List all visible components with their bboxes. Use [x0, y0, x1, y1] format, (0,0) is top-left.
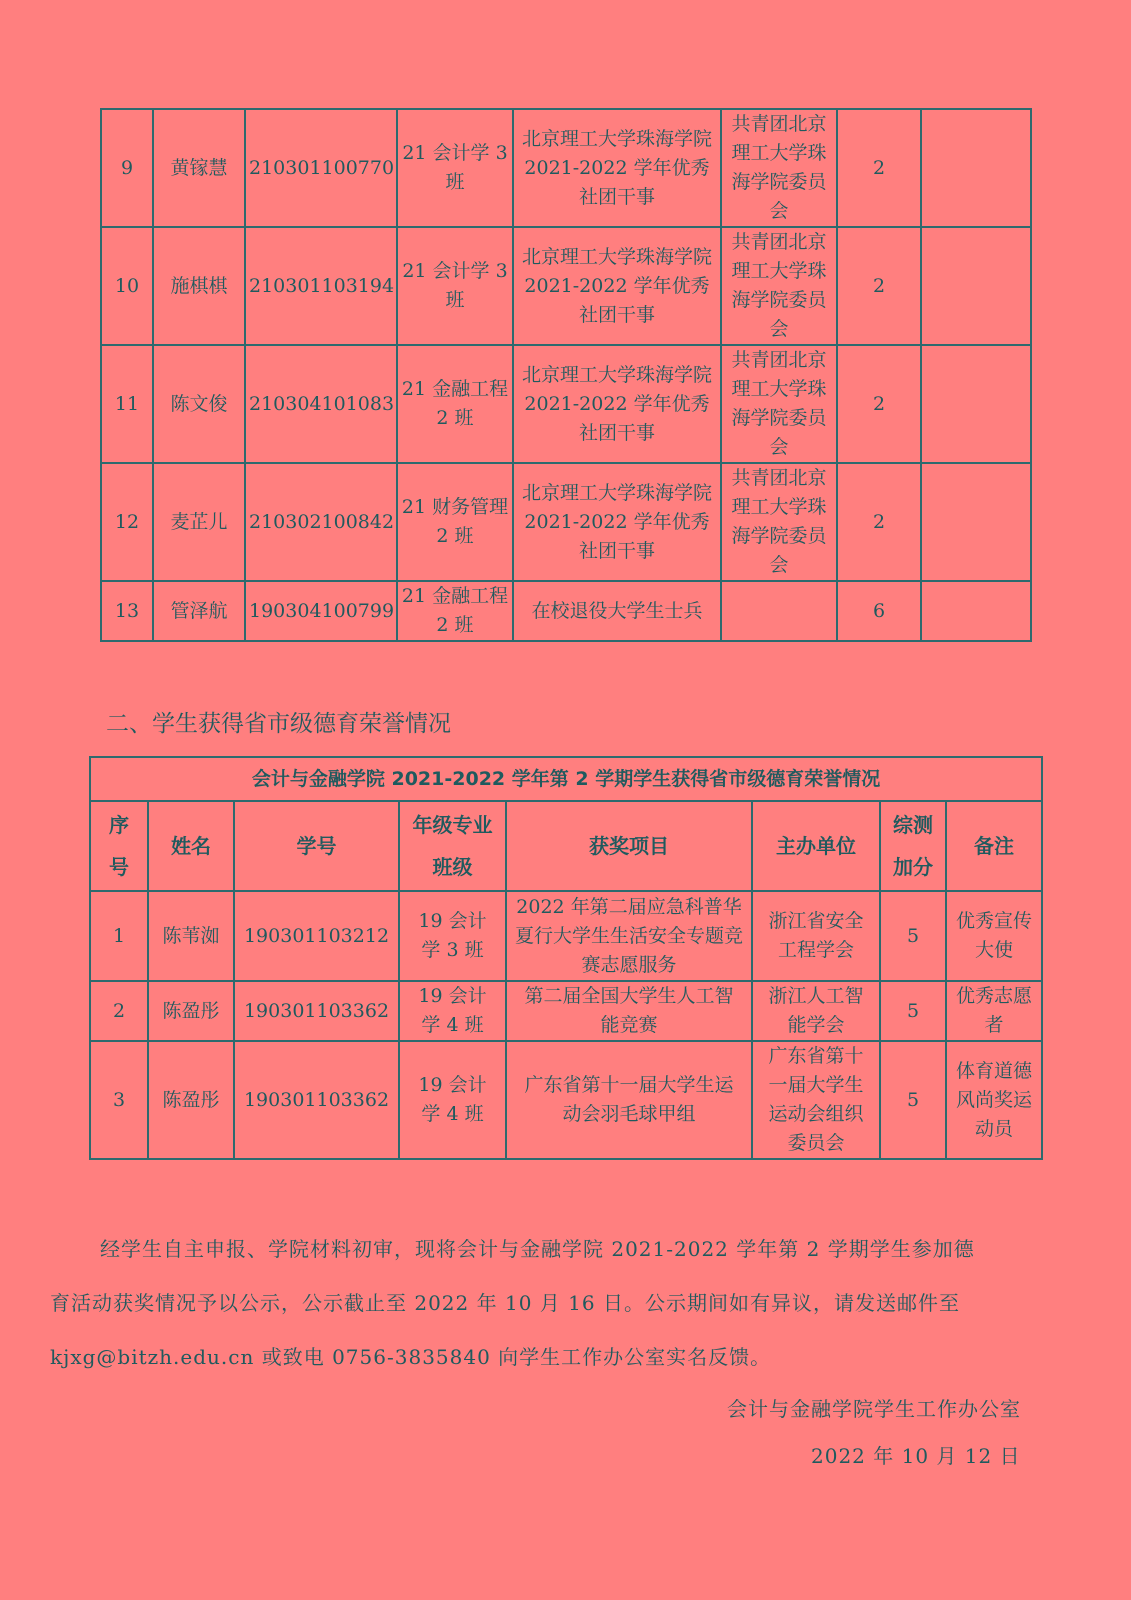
cell-note: 优秀宣传大使	[946, 891, 1042, 981]
notice-line-3: kjxg@bitzh.edu.cn 或致电 0756-3835840 向学生工作办公室实名反馈。	[50, 1345, 772, 1369]
cell-org: 浙江人工智能学会	[752, 981, 880, 1041]
cell-name: 陈文俊	[153, 345, 245, 463]
table-row	[101, 463, 1031, 581]
table-caption: 会计与金融学院 2021-2022 学年第 2 学期学生获得省市级德育荣誉情况	[90, 757, 1042, 801]
cell-name: 陈盈彤	[148, 981, 234, 1041]
header-score: 综测加分	[880, 801, 946, 891]
cell-id: 190304100799	[245, 581, 397, 641]
table-provincial-honors	[89, 756, 1043, 1160]
table-row	[101, 345, 1031, 463]
cell-score: 5	[880, 1041, 946, 1159]
cell-id: 190301103362	[234, 1041, 399, 1159]
cell-award: 在校退役大学生士兵	[513, 581, 721, 641]
cell-name: 麦芷儿	[153, 463, 245, 581]
cell-score: 2	[837, 109, 921, 227]
header-class: 年级专业班级	[399, 801, 506, 891]
cell-award: 2022 年第二届应急科普华夏行大学生生活安全专题竞赛志愿服务	[506, 891, 752, 981]
table-row	[101, 109, 1031, 227]
cell-class: 21 金融工程 2 班	[397, 581, 513, 641]
header-org: 主办单位	[752, 801, 880, 891]
cell-id: 210301103194	[245, 227, 397, 345]
cell-award: 北京理工大学珠海学院 2021-2022 学年优秀社团干事	[513, 109, 721, 227]
cell-class: 21 财务管理 2 班	[397, 463, 513, 581]
notice-date: 2022 年 10 月 12 日	[811, 1444, 1021, 1468]
cell-note	[921, 109, 1031, 227]
header-note: 备注	[946, 801, 1042, 891]
cell-name: 管泽航	[153, 581, 245, 641]
cell-id: 210304101083	[245, 345, 397, 463]
cell-no: 3	[90, 1041, 148, 1159]
cell-note	[921, 581, 1031, 641]
cell-id: 190301103212	[234, 891, 399, 981]
signature: 会计与金融学院学生工作办公室	[727, 1397, 1021, 1421]
cell-name: 陈盈彤	[148, 1041, 234, 1159]
cell-note	[921, 463, 1031, 581]
cell-class: 21 会计学 3 班	[397, 227, 513, 345]
cell-no: 13	[101, 581, 153, 641]
table-dorm-awards	[100, 108, 1032, 642]
section-heading: 二、学生获得省市级德育荣誉情况	[106, 711, 451, 737]
cell-award: 北京理工大学珠海学院 2021-2022 学年优秀社团干事	[513, 463, 721, 581]
header-row	[90, 801, 1042, 891]
cell-id: 210302100842	[245, 463, 397, 581]
cell-score: 2	[837, 227, 921, 345]
cell-class: 19 会计学 4 班	[399, 1041, 506, 1159]
cell-score: 5	[880, 981, 946, 1041]
cell-no: 12	[101, 463, 153, 581]
cell-name: 陈苇洳	[148, 891, 234, 981]
cell-award: 北京理工大学珠海学院 2021-2022 学年优秀社团干事	[513, 227, 721, 345]
table-row	[90, 891, 1042, 981]
cell-score: 6	[837, 581, 921, 641]
cell-no: 1	[90, 891, 148, 981]
cell-award: 北京理工大学珠海学院 2021-2022 学年优秀社团干事	[513, 345, 721, 463]
notice-line-1: 经学生自主申报、学院材料初审，现将会计与金融学院 2021-2022 学年第 2 学期学生参加德	[100, 1237, 975, 1261]
header-no: 序号	[90, 801, 148, 891]
cell-note: 优秀志愿者	[946, 981, 1042, 1041]
notice-line-2: 育活动获奖情况予以公示，公示截止至 2022 年 10 月 16 日。公示期间如有异议，请发送邮件至	[50, 1291, 960, 1315]
cell-name: 施棋棋	[153, 227, 245, 345]
cell-note	[921, 345, 1031, 463]
cell-no: 9	[101, 109, 153, 227]
table-row	[101, 581, 1031, 641]
cell-org	[721, 581, 837, 641]
cell-class: 21 会计学 3 班	[397, 109, 513, 227]
header-id: 学号	[234, 801, 399, 891]
cell-class: 19 会计学 3 班	[399, 891, 506, 981]
cell-org: 浙江省安全工程学会	[752, 891, 880, 981]
cell-class: 21 金融工程 2 班	[397, 345, 513, 463]
cell-no: 11	[101, 345, 153, 463]
header-name: 姓名	[148, 801, 234, 891]
cell-score: 5	[880, 891, 946, 981]
cell-class: 19 会计学 4 班	[399, 981, 506, 1041]
cell-name: 黄镓慧	[153, 109, 245, 227]
cell-org: 共青团北京理工大学珠海学院委员会	[721, 463, 837, 581]
cell-score: 2	[837, 345, 921, 463]
cell-award: 第二届全国大学生人工智能竞赛	[506, 981, 752, 1041]
table-row	[90, 981, 1042, 1041]
table-row	[101, 227, 1031, 345]
cell-id: 190301103362	[234, 981, 399, 1041]
table-row	[90, 1041, 1042, 1159]
cell-no: 10	[101, 227, 153, 345]
cell-org: 共青团北京理工大学珠海学院委员会	[721, 227, 837, 345]
cell-org: 共青团北京理工大学珠海学院委员会	[721, 345, 837, 463]
cell-id: 210301100770	[245, 109, 397, 227]
cell-score: 2	[837, 463, 921, 581]
cell-org: 广东省第十一届大学生运动会组织委员会	[752, 1041, 880, 1159]
cell-note	[921, 227, 1031, 345]
header-award: 获奖项目	[506, 801, 752, 891]
cell-award: 广东省第十一届大学生运动会羽毛球甲组	[506, 1041, 752, 1159]
cell-org: 共青团北京理工大学珠海学院委员会	[721, 109, 837, 227]
cell-note: 体育道德风尚奖运动员	[946, 1041, 1042, 1159]
cell-no: 2	[90, 981, 148, 1041]
